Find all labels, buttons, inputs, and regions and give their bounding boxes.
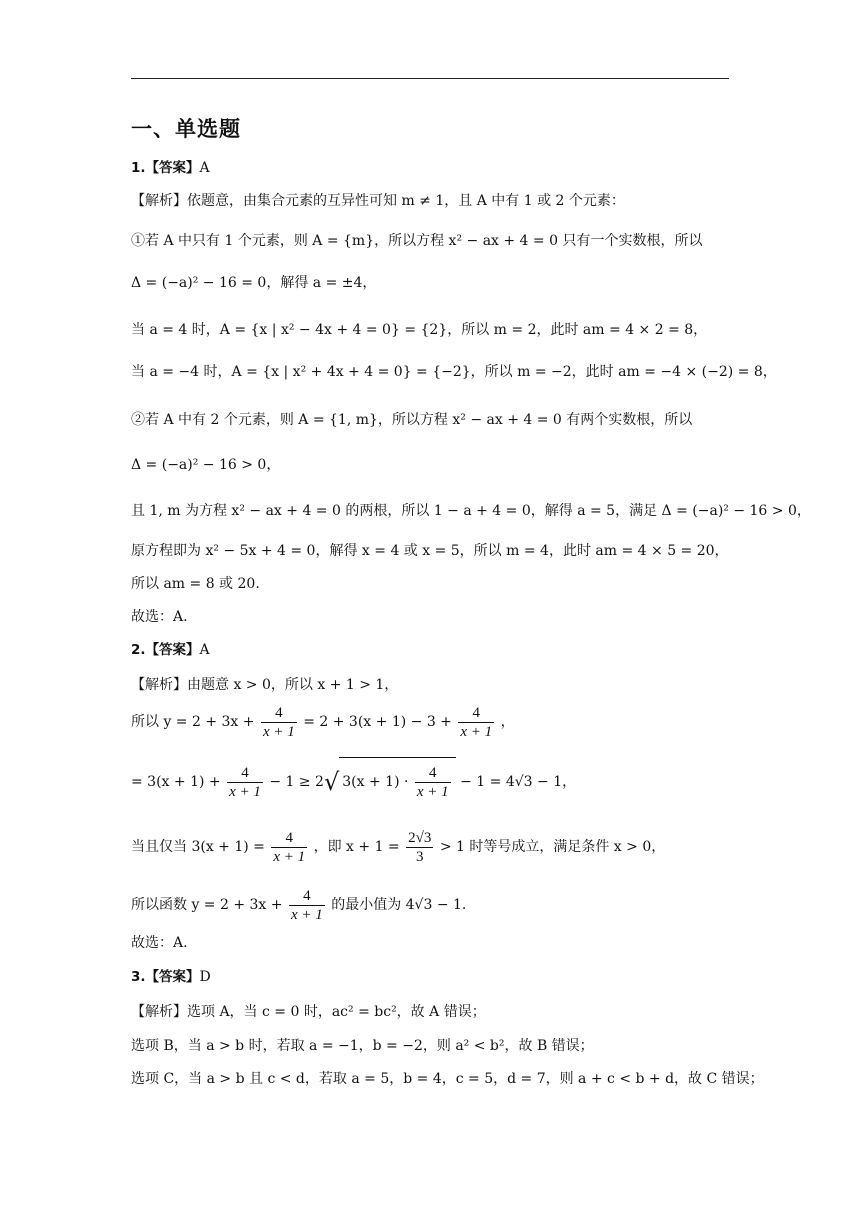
q2-line-5: 所以函数 y = 2 + 3x + $\frac{4}{x + 1}$ 的最小值为 4√3 − 1.: [131, 887, 467, 923]
q1-line-11: 故选：A.: [131, 609, 188, 625]
fraction: $\frac{4}{x + 1}$: [229, 764, 261, 800]
q3-answer: D: [199, 969, 211, 985]
fraction: $\frac{4}{x + 1}$: [290, 887, 323, 923]
q2-answer-label: 2.【答案】: [131, 642, 200, 658]
q1-line-9: 原方程即为 x² − 5x + 4 = 0，解得 x = 4 或 x = 5，所以 m = 4，此时 am = 4 × 5 = 20，: [131, 543, 729, 559]
q1-answer: A: [199, 160, 210, 176]
q1-line-8: 且 1, m 为方程 x² − ax + 4 = 0 的两根，所以 1 − a + 4 = 0，解得 a = 5，满足 Δ = (−a)² − 16 > 0，: [131, 503, 811, 519]
radicand: 3(x + 1) · $\frac{4}{x + 1}$: [339, 757, 455, 806]
q1-line-3: Δ = (−a)² − 16 = 0，解得 a = ±4，: [131, 275, 377, 291]
q2-line-3: = 3(x + 1) + $\frac{4}{x + 1}$ − 1 ≥ 2√ 3(x + 1) · $\frac{4}{x + 1}$ − 1 = 4√3 − 1，: [131, 757, 576, 806]
q1-line-7: Δ = (−a)² − 16 > 0，: [131, 457, 281, 473]
fraction: $\frac{2√3}{3}$: [408, 829, 432, 865]
q1-line-6: ②若 A 中有 2 个元素，则 A = {1, m}，所以方程 x² − ax + 4 = 0 有两个实数根，所以: [131, 412, 693, 428]
q3-line-2: 选项 B，当 a > b 时，若取 a = −1，b = −2，则 a² < b²，故 B 错误；: [131, 1038, 594, 1054]
q3-answer-line: [131, 967, 211, 987]
q3-line-1: 【解析】选项 A，当 c = 0 时，ac² = bc²，故 A 错误；: [131, 1004, 486, 1020]
q1-answer-line: [131, 158, 210, 178]
fraction: $\frac{4}{x + 1}$: [416, 764, 449, 800]
fraction: $\frac{4}{x + 1}$: [460, 704, 493, 740]
q2-line-2: 所以 y = 2 + 3x + $\frac{4}{x + 1}$ = 2 + 3(x + 1) − 3 + $\frac{4}{x + 1}$ ，: [131, 704, 515, 740]
q3-answer-label: 3.【答案】: [131, 969, 200, 985]
q2-line-4: 当且仅当 3(x + 1) = $\frac{4}{x + 1}$ ，即 x + 1 = $\frac{2√3}{3}$ > 1 时等号成立，满足条件 x > 0，: [131, 829, 666, 865]
q2-answer-line: [131, 640, 210, 660]
header-rule: [131, 78, 729, 79]
q2-line-1: 【解析】由题意 x > 0，所以 x + 1 > 1，: [131, 677, 399, 693]
q2-answer: A: [199, 642, 210, 658]
q1-line-1: 【解析】依题意，由集合元素的互异性可知 m ≠ 1，且 A 中有 1 或 2 个元素：: [131, 193, 625, 209]
sqrt-sign: √: [323, 768, 340, 796]
q1-line-10: 所以 am = 8 或 20.: [131, 576, 260, 592]
section-title: 一、单选题: [131, 117, 241, 141]
q1-answer-label: 1.【答案】: [131, 160, 200, 176]
fraction: $\frac{4}{x + 1}$: [273, 829, 306, 865]
q1-line-4: 当 a = 4 时，A = {x | x² − 4x + 4 = 0} = {2}，所以 m = 2，此时 am = 4 × 2 = 8，: [131, 322, 708, 338]
q3-line-3: 选项 C，当 a > b 且 c < d，若取 a = 5，b = 4，c = 5，d = 7，则 a + c < b + d，故 C 错误；: [131, 1071, 764, 1087]
fraction: $\frac{4}{x + 1}$: [262, 704, 295, 740]
q1-line-2: ①若 A 中只有 1 个元素，则 A = {m}，所以方程 x² − ax + 4 = 0 只有一个实数根，所以: [131, 233, 703, 249]
q1-line-5: 当 a = −4 时，A = {x | x² + 4x + 4 = 0} = {−2}，所以 m = −2，此时 am = −4 × (−2) = 8，: [131, 364, 777, 380]
q2-line-6: 故选：A.: [131, 935, 188, 951]
